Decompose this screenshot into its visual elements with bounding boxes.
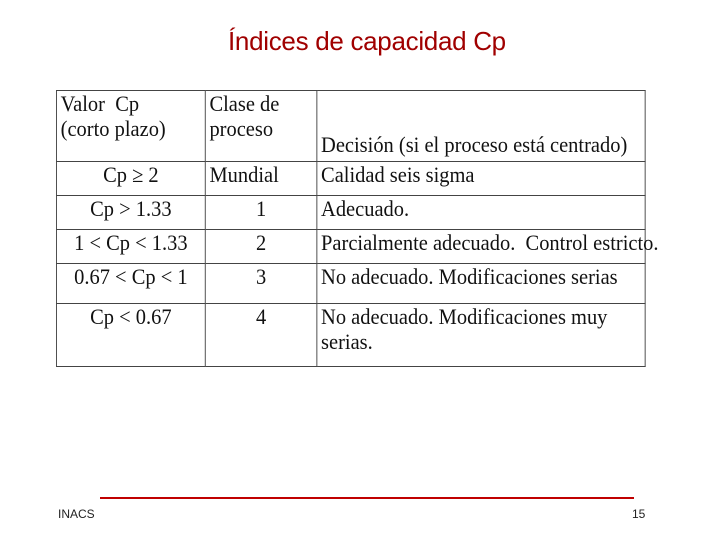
cell-value: 1 < Cp < 1.33 <box>56 230 205 264</box>
table-header-row <box>56 91 645 162</box>
cell-class: 1 <box>205 196 317 230</box>
cell-decision: No adecuado. Modificaciones muy serias. <box>317 304 645 367</box>
slide-title: Índices de capacidad Cp <box>228 26 506 56</box>
header-process-class-line2: proceso <box>209 116 274 141</box>
header-value-cp-line2: (corto plazo) <box>60 116 166 141</box>
footer-organization: INACS <box>58 507 95 521</box>
cell-value: 0.67 < Cp < 1 <box>56 264 205 304</box>
cell-class: 4 <box>205 304 317 367</box>
cell-value: Cp < 0.67 <box>56 304 205 367</box>
cell-value: Cp > 1.33 <box>56 196 205 230</box>
page-number: 15 <box>632 507 646 521</box>
capability-table <box>56 90 659 367</box>
header-process-class <box>205 91 317 162</box>
table-row <box>56 162 645 196</box>
header-process-class-line1: Clase de <box>209 91 280 116</box>
cell-value: Cp ≥ 2 <box>56 162 205 196</box>
header-value-cp <box>56 91 205 162</box>
footer-divider <box>100 497 634 499</box>
cell-decision: Adecuado. <box>317 196 645 230</box>
table-row <box>56 304 645 367</box>
table-row <box>56 264 645 304</box>
cell-class: 3 <box>205 264 317 304</box>
cell-decision: Parcialmente adecuado. Control estricto. <box>317 230 645 264</box>
header-decision: Decisión (si el proceso está centrado) <box>317 91 645 162</box>
cell-decision: No adecuado. Modificaciones serias <box>317 264 645 304</box>
cell-class: 2 <box>205 230 317 264</box>
cell-class: Mundial <box>205 162 317 196</box>
table-row <box>56 196 645 230</box>
header-value-cp-line1: Valor Cp <box>60 91 140 116</box>
cell-decision: Calidad seis sigma <box>317 162 645 196</box>
table-row <box>56 230 645 264</box>
